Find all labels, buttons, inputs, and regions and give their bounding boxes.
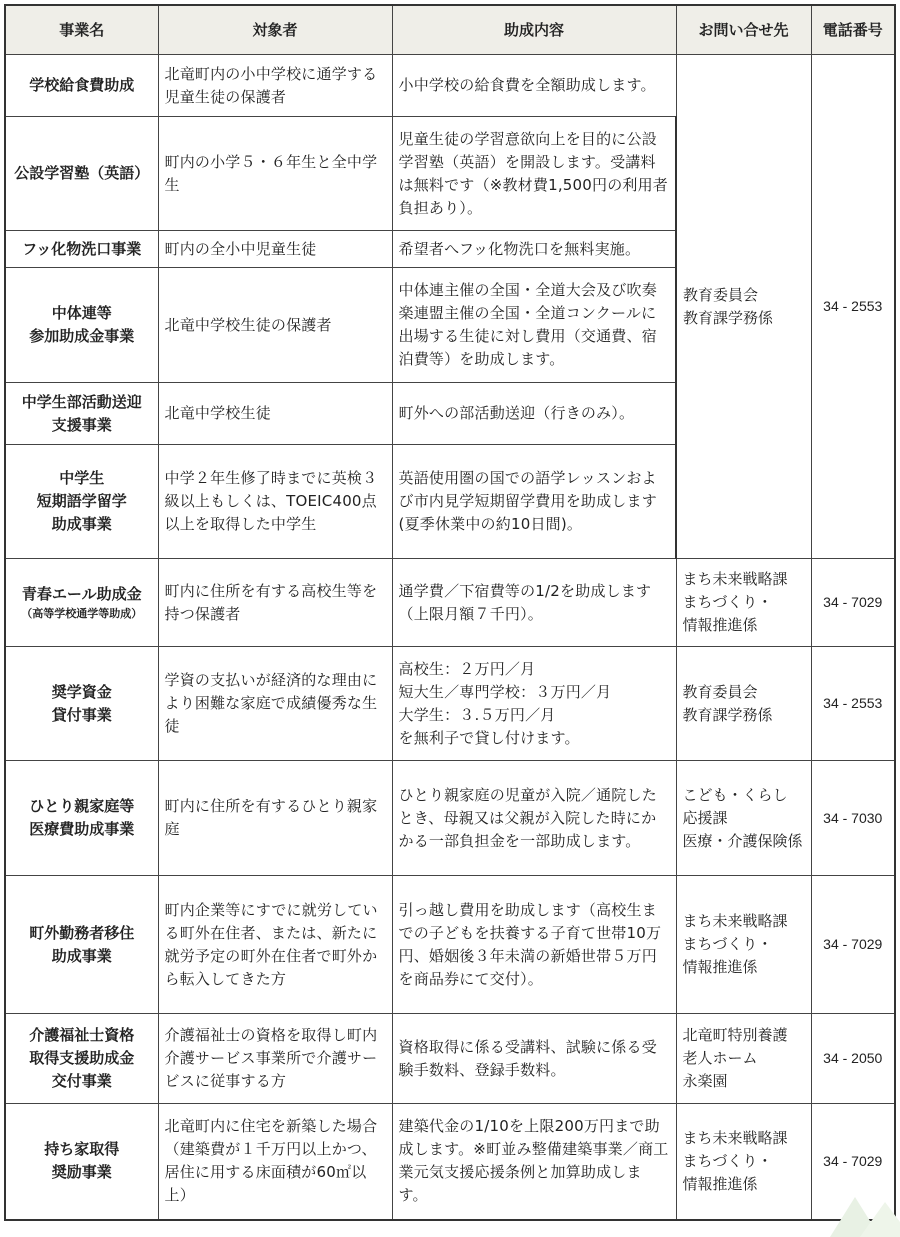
contact-line: まちづくり・ [682, 935, 773, 953]
target-cell: 北竜中学校生徒の保護者 [158, 268, 392, 383]
target-cell: 町内に住所を有するひとり親家庭 [158, 761, 392, 876]
contact-line: まち未来戦略課 [682, 570, 788, 588]
content-cell: 英語使用圏の国での語学レッスンおよび市内見学短期留学費用を助成します(夏季休業中の約10日間)。 [392, 445, 676, 559]
header-target: 対象者 [158, 5, 392, 55]
program-name: 公設学習塾（英語） [5, 117, 158, 231]
contact-line: まち未来戦略課 [682, 912, 788, 930]
contact-line: まち未来戦略課 [682, 1128, 788, 1147]
contact-cell [676, 559, 811, 647]
phone-cell: 34 - 7029 [811, 1104, 895, 1220]
program-name-line: 中体連等 [51, 304, 112, 322]
table-row [5, 55, 895, 117]
contact-line: 北竜町特別養護 [682, 1026, 788, 1044]
corner-decoration [810, 1177, 900, 1237]
phone-cell: 34 - 2553 [811, 55, 895, 559]
target-cell: 学資の支払いが経済的な理由により困難な家庭で成績優秀な生徒 [158, 647, 392, 761]
content-cell: 引っ越し費用を助成します（高校生までの子どもを扶養する子育て世帯10万円、婚姻後３年未満の新婚世帯５万円を商品券にて交付）。 [392, 876, 676, 1014]
table-row [5, 559, 895, 647]
table-row [5, 876, 895, 1014]
program-name: フッ化物洗口事業 [5, 231, 158, 268]
contact-line: こども・くらし [682, 785, 788, 804]
phone-cell: 34 - 2050 [811, 1014, 895, 1104]
table-row [5, 1014, 895, 1104]
program-name [5, 876, 158, 1014]
program-name-line: 中学生 [59, 469, 105, 487]
program-name [5, 647, 158, 761]
contact-cell [676, 55, 811, 559]
subsidy-table [4, 4, 896, 1221]
content-cell: 中体連主催の全国・全道大会及び吹奏楽連盟主催の全国・全道コンクールに出場する生徒に対し費用（交通費、宿泊費等）を助成します。 [392, 268, 676, 383]
header-name: 事業名 [5, 5, 158, 55]
phone-cell: 34 - 2553 [811, 647, 895, 761]
header-row [5, 5, 895, 55]
program-name [5, 761, 158, 876]
contact-cell [676, 1014, 811, 1104]
header-content: 助成内容 [392, 5, 676, 55]
program-name-line: ひとり親家庭等 [29, 797, 135, 815]
contact-line: 永楽園 [682, 1072, 728, 1090]
target-cell: 町内企業等にすでに就労している町外在住者、または、新たに就労予定の町外在住者で町外から転入してきた方 [158, 876, 392, 1014]
table-row [5, 761, 895, 876]
contact-line: 情報推進係 [682, 1174, 758, 1193]
target-cell: 北竜町内に住宅を新築した場合（建築費が１千万円以上かつ、居住に用する床面積が60㎡以上） [158, 1104, 392, 1220]
header-contact: お問い合せ先 [676, 5, 811, 55]
content-cell: 建築代金の1/10を上限200万円まで助成します。※町並み整備建築事業／商工業元気支援応援条例と加算助成します。 [392, 1104, 676, 1220]
target-cell: 北竜町内の小中学校に通学する児童生徒の保護者 [158, 55, 392, 117]
contact-line: まちづくり・ [682, 593, 773, 611]
target-cell: 中学２年生修了時までに英検３級以上もしくは、TOEIC400点以上を取得した中学生 [158, 445, 392, 559]
content-cell: 児童生徒の学習意欲向上を目的に公設学習塾（英語）を開設します。受講料は無料です（※教材費1,500円の利用者負担あり）。 [392, 117, 676, 231]
program-name [5, 268, 158, 383]
content-cell [392, 647, 676, 761]
contact-line: 医療・介護保険係 [682, 831, 803, 850]
program-name-sub: （高等学校通学等助成） [21, 607, 143, 620]
content-line: 大学生：３.５万円／月 [398, 705, 556, 724]
program-name-line: 助成事業 [51, 515, 112, 533]
program-name-line: 取得支援助成金 [29, 1049, 135, 1067]
program-name [5, 445, 158, 559]
contact-line: 教育課学務係 [682, 705, 773, 724]
phone-cell: 34 - 7029 [811, 559, 895, 647]
contact-cell [676, 761, 811, 876]
contact-line: 情報推進係 [682, 958, 758, 976]
program-name-line: 短期語学留学 [36, 492, 127, 510]
program-name [5, 1104, 158, 1220]
program-name-line: 介護福祉士資格 [29, 1026, 135, 1044]
content-cell: 町外への部活動送迎（行きのみ）。 [392, 383, 676, 445]
program-name [5, 1014, 158, 1104]
content-cell: 資格取得に係る受講料、試験に係る受験手数料、登録手数料。 [392, 1014, 676, 1104]
contact-line: 教育委員会 [682, 682, 758, 701]
program-name-line: 交付事業 [51, 1072, 112, 1090]
program-name [5, 559, 158, 647]
program-name-line: 持ち家取得 [44, 1140, 120, 1159]
content-cell: 希望者へフッ化物洗口を無料実施。 [392, 231, 676, 268]
content-cell: 通学費／下宿費等の1/2を助成します（上限月額７千円）。 [392, 559, 676, 647]
program-name-line: 青春エール助成金 [21, 585, 142, 603]
content-line: 短大生／専門学校：３万円／月 [398, 682, 612, 701]
program-name-line: 貸付事業 [51, 705, 112, 724]
program-name-line: 参加助成金事業 [29, 327, 135, 345]
table-row [5, 1104, 895, 1220]
program-name-line: 医療費助成事業 [29, 820, 135, 838]
contact-line: 教育委員会 [683, 285, 759, 304]
target-cell: 町内に住所を有する高校生等を持つ保護者 [158, 559, 392, 647]
contact-line: 情報推進係 [682, 616, 758, 634]
contact-line: まちづくり・ [682, 1151, 773, 1170]
contact-line: 教育課学務係 [683, 308, 774, 327]
program-name-line: 町外勤務者移住 [29, 923, 135, 942]
target-cell: 町内の小学５・６年生と全中学生 [158, 117, 392, 231]
contact-line: 老人ホーム [682, 1049, 758, 1067]
header-phone: 電話番号 [811, 5, 895, 55]
program-name-line: 中学生部活動送迎 [21, 392, 142, 411]
content-line: を無利子で貸し付けます。 [398, 728, 580, 747]
program-name-line: 助成事業 [51, 946, 112, 965]
program-name-line: 奨励事業 [51, 1163, 112, 1182]
content-cell: 小中学校の給食費を全額助成します。 [392, 55, 676, 117]
target-cell: 町内の全小中児童生徒 [158, 231, 392, 268]
phone-cell: 34 - 7029 [811, 876, 895, 1014]
contact-cell [676, 1104, 811, 1220]
content-cell: ひとり親家庭の児童が入院／通院したとき、母親又は父親が入院した時にかかる一部負担金を一部助成します。 [392, 761, 676, 876]
target-cell: 介護福祉士の資格を取得し町内介護サービス事業所で介護サービスに従事する方 [158, 1014, 392, 1104]
program-name [5, 383, 158, 445]
program-name-line: 奨学資金 [51, 682, 112, 701]
table-row [5, 647, 895, 761]
content-line: 高校生：２万円／月 [398, 659, 536, 678]
contact-cell [676, 647, 811, 761]
contact-line: 応援課 [682, 808, 728, 827]
target-cell: 北竜中学校生徒 [158, 383, 392, 445]
phone-cell: 34 - 7030 [811, 761, 895, 876]
program-name-line: 支援事業 [51, 415, 112, 434]
contact-cell [676, 876, 811, 1014]
program-name: 学校給食費助成 [5, 55, 158, 117]
